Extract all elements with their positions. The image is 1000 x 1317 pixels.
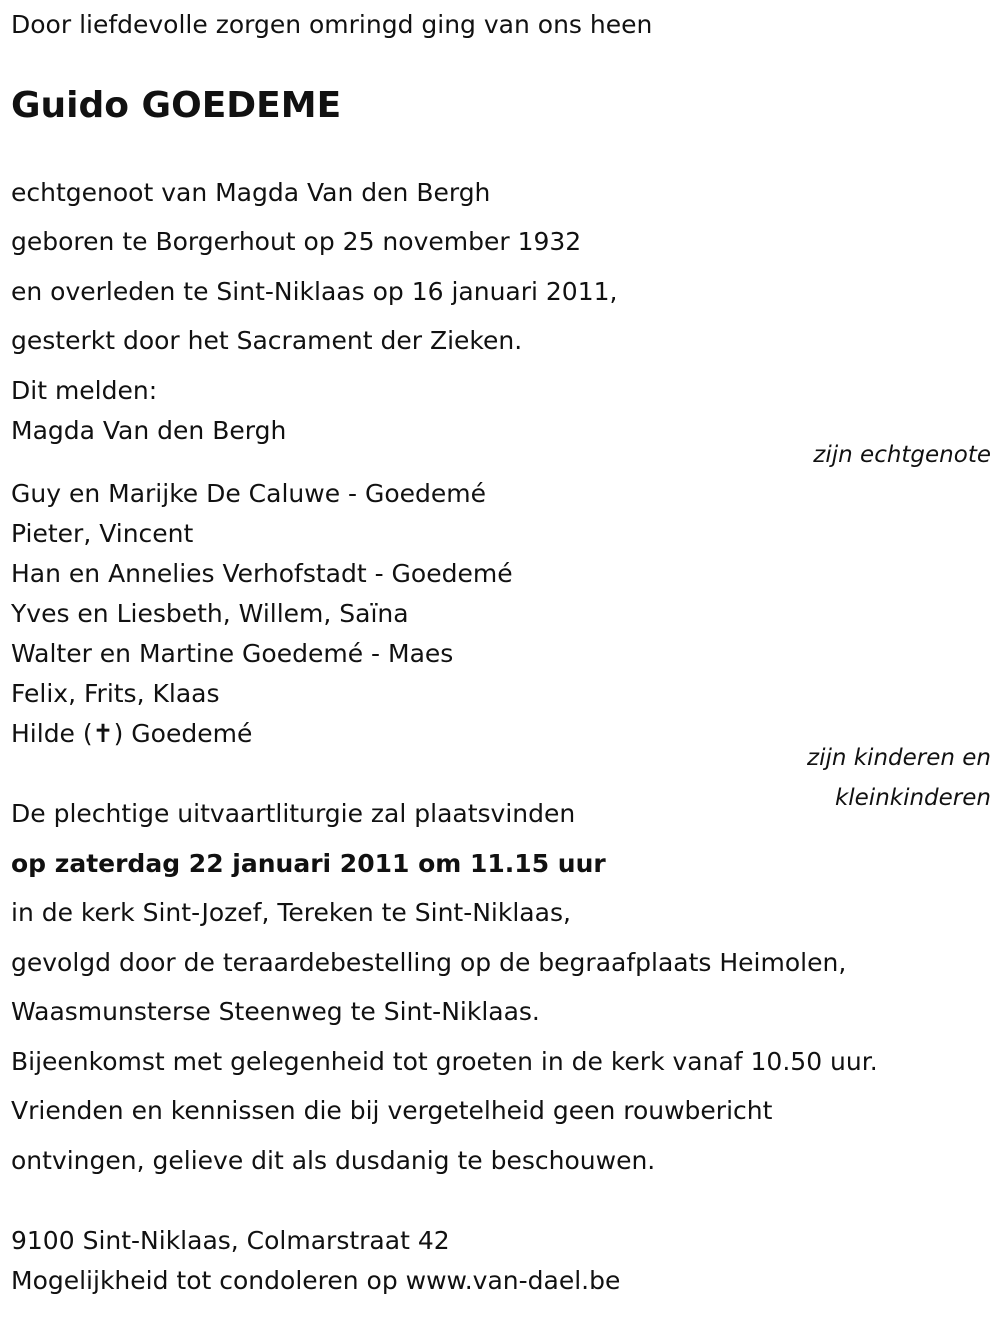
child-line: Hilde (✝) Goedemé [11, 719, 253, 748]
address: 9100 Sint-Niklaas, Colmarstraat 42 [11, 1226, 450, 1255]
child-line: Guy en Marijke De Caluwe - Goedemé [11, 479, 487, 508]
children-role-line2: kleinkinderen [834, 785, 991, 811]
child-line: Felix, Frits, Klaas [11, 679, 220, 708]
deceased-name: Guido GOEDEME [11, 85, 342, 126]
spouse-role: zijn echtgenote [813, 442, 991, 468]
funeral-date: op zaterdag 22 januari 2011 om 11.15 uur [11, 849, 606, 878]
intro-text: Door liefdevolle zorgen omringd ging van ons heen [11, 10, 653, 39]
child-line: Han en Annelies Verhofstadt - Goedemé [11, 559, 513, 588]
children-role-line1: zijn kinderen en [807, 745, 991, 771]
bio-line: echtgenoot van Magda Van den Bergh [11, 178, 491, 207]
funeral-line: Bijeenkomst met gelegenheid tot groeten in de kerk vanaf 10.50 uur. [11, 1047, 878, 1076]
condolence-info: Mogelijkheid tot condoleren op www.van-dael.be [11, 1266, 621, 1295]
funeral-intro: De plechtige uitvaartliturgie zal plaatsvinden [11, 799, 576, 828]
bio-line: geboren te Borgerhout op 25 november 1932 [11, 227, 582, 256]
funeral-line: gevolgd door de teraardebestelling op de begraafplaats Heimolen, [11, 948, 847, 977]
funeral-line: ontvingen, gelieve dit als dusdanig te beschouwen. [11, 1146, 656, 1175]
funeral-line: Vrienden en kennissen die bij vergetelheid geen rouwbericht [11, 1096, 773, 1125]
announce-label: Dit melden: [11, 376, 158, 405]
child-line: Walter en Martine Goedemé - Maes [11, 639, 454, 668]
child-line: Pieter, Vincent [11, 519, 194, 548]
funeral-line: Waasmunsterse Steenweg te Sint-Niklaas. [11, 997, 540, 1026]
child-line: Yves en Liesbeth, Willem, Saïna [11, 599, 409, 628]
bio-line: en overleden te Sint-Niklaas op 16 januari 2011, [11, 277, 618, 306]
funeral-line: in de kerk Sint-Jozef, Tereken te Sint-Niklaas, [11, 898, 571, 927]
spouse-name: Magda Van den Bergh [11, 416, 287, 445]
bio-line: gesterkt door het Sacrament der Zieken. [11, 326, 523, 355]
